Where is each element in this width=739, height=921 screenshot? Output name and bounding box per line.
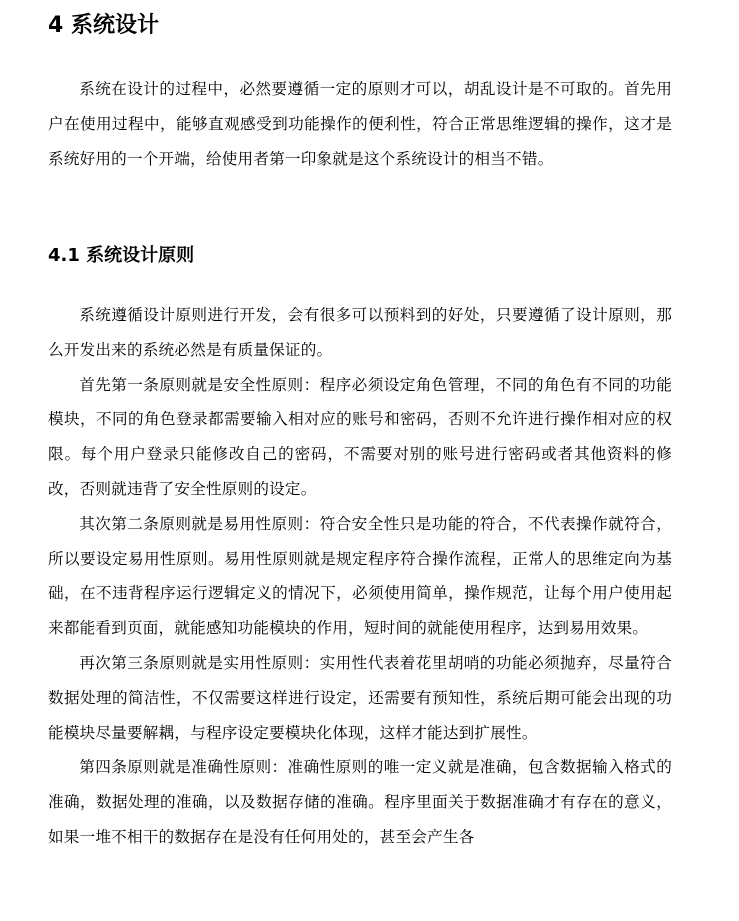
paragraph-accuracy-principle: 第四条原则就是准确性原则：准确性原则的唯一定义就是准确，包含数据输入格式的准确，数据处理的准确，以及数据存储的准确。程序里面关于数据准确才有存在的意义，如果一堆不相干的数据存在是没有任何用处的，甚至会产生各 bbox=[48, 758, 672, 846]
paragraph-security-principle: 首先第一条原则就是安全性原则：程序必须设定角色管理，不同的角色有不同的功能模块，不同的角色登录都需要输入相对应的账号和密码，否则不允许进行操作相对应的权限。每个用户登录只能修改自己的密码，不需要对别的账号进行密码或者其他资料的修改，否则就违背了安全性原则的设定。 bbox=[48, 375, 672, 498]
paragraph-overview: 系统遵循设计原则进行开发，会有很多可以预料到的好处，只要遵循了设计原则，那么开发出来的系统必然是有质量保证的。 bbox=[48, 306, 672, 359]
paragraph-usability-principle: 其次第二条原则就是易用性原则：符合安全性只是功能的符合，不代表操作就符合，所以要设定易用性原则。易用性原则就是规定程序符合操作流程，正常人的思维定向为基础，在不违背程序运行逻辑定义的情况下，必须使用简单，操作规范，让每个用户使用起来都能看到页面，就能感知功能模块的作用，短时间的就能使用程序，达到易用效果。 bbox=[48, 514, 672, 638]
section-heading: 4.1 系统设计原则 bbox=[48, 245, 195, 266]
chapter-heading: 4 系统设计 bbox=[48, 13, 159, 38]
intro-paragraph: 系统在设计的过程中，必然要遵循一定的原则才可以，胡乱设计是不可取的。首先用户在使用过程中，能够直观感受到功能操作的便利性，符合正常思维逻辑的操作，这才是系统好用的一个开端，给使用者第一印象就是这个系统设计的相当不错。 bbox=[48, 80, 672, 168]
chapter-intro bbox=[48, 72, 672, 176]
section-body bbox=[48, 298, 672, 855]
paragraph-practicality-principle: 再次第三条原则就是实用性原则：实用性代表着花里胡哨的功能必须抛弃，尽量符合数据处理的简洁性，不仅需要这样进行设定，还需要有预知性，系统后期可能会出现的功能模块尽量要解耦，与程序设定要模块化体现，这样才能达到扩展性。 bbox=[48, 653, 672, 742]
